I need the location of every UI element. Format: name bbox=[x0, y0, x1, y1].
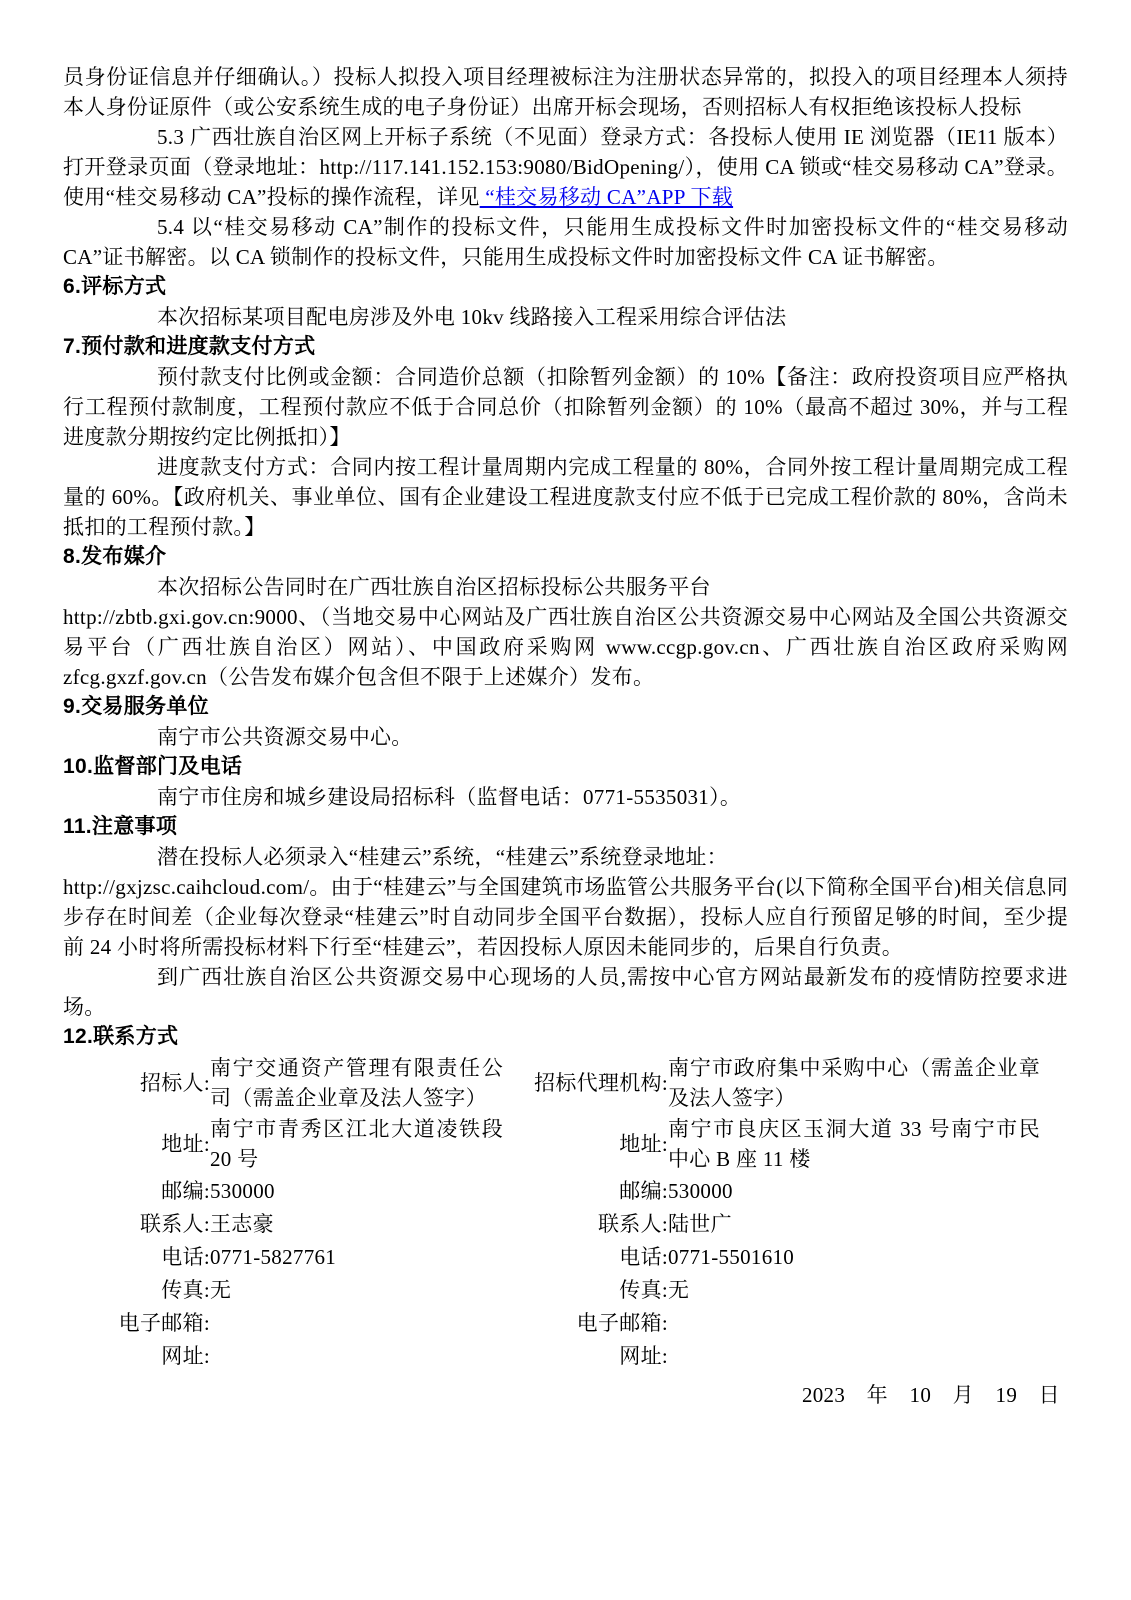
agency-value: 南宁市政府集中采购中心（需盖企业章及法人签字） bbox=[668, 1055, 1040, 1110]
bidder-contact-label: 联系人: bbox=[139, 1211, 210, 1236]
bidder-fax-label: 传真: bbox=[161, 1277, 210, 1302]
section-7-paragraph-2: 进度款支付方式：合同内按工程计量周期内完成工程量的 80%，合同外按工程计量周期完成工程量的 60%。【政府机关、事业单位、国有企业建设工程进度款支付应不低于已完成工程价款的 80%，含尚未抵扣的工程预付款。】 bbox=[63, 455, 1068, 539]
agency-website-value bbox=[668, 1339, 1040, 1372]
bidder-label: 招标人: bbox=[139, 1070, 210, 1095]
agency-email-value bbox=[668, 1306, 1040, 1339]
continued-paragraph: 员身份证信息并仔细确认。）投标人拟投入项目经理被标注为注册状态异常的，拟投入的项目经理本人须持本人身份证原件（或公安系统生成的电子身份证）出席开标会现场，否则招标人有权拒绝该投标人投标 bbox=[63, 65, 1068, 119]
bidder-website-label: 网址: bbox=[161, 1343, 210, 1368]
section-11-p1-rest: http://gxjzsc.caihcloud.com/。由于“桂建云”与全国建筑市场监管公共服务平台(以下简称全国平台)相关信息同步存在时间差（企业每次登录“桂建云”时自动同步全国平台数据），投标人应自行预留足够的时间，至少提前 24 小时将所需投标材料下行至“桂建云”，若因投标人原因未能同步的，后果自行负责。 bbox=[63, 875, 1068, 959]
agency-phone-value: 0771-5501610 bbox=[668, 1244, 795, 1269]
section-7-paragraph-1: 预付款支付比例或金额：合同造价总额（扣除暂列金额）的 10%【备注：政府投资项目应严格执行工程预付款制度，工程预付款应不低于合同总价（扣除暂列金额）的 10%（最高不超过 30%，并与工程进度款分期按约定比例抵扣）】 bbox=[63, 365, 1068, 449]
mobile-ca-app-download-link[interactable]: “桂交易移动 CA”APP 下载 bbox=[479, 185, 734, 209]
contact-row-zip bbox=[63, 1174, 1040, 1207]
contact-table bbox=[63, 1052, 1040, 1372]
agency-email-label: 电子邮箱: bbox=[576, 1310, 668, 1335]
section-6-body: 本次招标某项目配电房涉及外电 10kv 线路接入工程采用综合评估法 bbox=[157, 305, 787, 329]
bidder-value: 南宁交通资产管理有限责任公司（需盖企业章及法人签字） bbox=[210, 1055, 503, 1110]
bidder-zip-value: 530000 bbox=[210, 1178, 275, 1203]
clause-5-3 bbox=[63, 122, 1068, 212]
section-6-heading: 6.评标方式 bbox=[63, 275, 167, 298]
section-11-paragraph-2: 到广西壮族自治区公共资源交易中心现场的人员,需按中心官方网站最新发布的疫情防控要求进场。 bbox=[63, 965, 1068, 1019]
section-11-paragraph-1 bbox=[63, 842, 1068, 962]
announcement-date: 2023 年 10 月 19 日 bbox=[801, 1383, 1060, 1407]
bidder-phone-label: 电话: bbox=[161, 1244, 210, 1269]
section-8-body bbox=[63, 572, 1068, 692]
section-11-heading: 11.注意事项 bbox=[63, 815, 178, 838]
section-12-heading: 12.联系方式 bbox=[63, 1025, 179, 1048]
bidder-address-label: 地址: bbox=[161, 1131, 210, 1156]
contact-row-address bbox=[63, 1113, 1040, 1174]
section-8-rest: http://zbtb.gxi.gov.cn:9000、（当地交易中心网站及广西壮族自治区公共资源交易中心网站及全国公共资源交易平台（广西壮族自治区）网站）、中国政府采购网 www.ccgp.gov.cn、广西壮族自治区政府采购网 zfcg.gxzf.gov.cn（公告发布媒介包含但不限于上述媒介）发布。 bbox=[63, 605, 1068, 689]
bidder-contact-value: 王志豪 bbox=[210, 1211, 274, 1236]
bidder-zip-label: 邮编: bbox=[161, 1178, 210, 1203]
bidder-fax-value: 无 bbox=[210, 1277, 232, 1302]
section-11-p1-intro: 潜在投标人必须录入“桂建云”系统，“桂建云”系统登录地址： bbox=[157, 845, 728, 869]
clause-5-4: 5.4 以“桂交易移动 CA”制作的投标文件，只能用生成投标文件时加密投标文件的“桂交易移动 CA”证书解密。以 CA 锁制作的投标文件，只能用生成投标文件时加密投标文件 CA 证书解密。 bbox=[63, 215, 1068, 269]
agency-contact-label: 联系人: bbox=[597, 1211, 668, 1236]
section-9-body: 南宁市公共资源交易中心。 bbox=[157, 725, 413, 749]
agency-zip-label: 邮编: bbox=[619, 1178, 668, 1203]
contact-row-email bbox=[63, 1306, 1040, 1339]
section-8-heading: 8.发布媒介 bbox=[63, 545, 167, 568]
agency-zip-value: 530000 bbox=[668, 1178, 733, 1203]
bidder-email-label: 电子邮箱: bbox=[118, 1310, 210, 1335]
section-7-heading: 7.预付款和进度款支付方式 bbox=[63, 335, 316, 358]
section-10-body: 南宁市住房和城乡建设局招标科（监督电话：0771-5535031）。 bbox=[157, 785, 742, 809]
bidder-address-value: 南宁市青秀区江北大道凌铁段 20 号 bbox=[210, 1116, 503, 1171]
bidder-email-value bbox=[210, 1306, 503, 1339]
agency-fax-value: 无 bbox=[668, 1277, 690, 1302]
contact-row-person bbox=[63, 1207, 1040, 1240]
contact-row-fax bbox=[63, 1273, 1040, 1306]
agency-label: 招标代理机构: bbox=[534, 1070, 668, 1095]
agency-website-label: 网址: bbox=[619, 1343, 668, 1368]
agency-fax-label: 传真: bbox=[619, 1277, 668, 1302]
agency-address-label: 地址: bbox=[619, 1131, 668, 1156]
contact-row-website bbox=[63, 1339, 1040, 1372]
section-9-heading: 9.交易服务单位 bbox=[63, 695, 209, 718]
agency-phone-label: 电话: bbox=[619, 1244, 668, 1269]
contact-row-phone bbox=[63, 1240, 1040, 1273]
section-8-intro: 本次招标公告同时在广西壮族自治区招标投标公共服务平台 bbox=[157, 575, 711, 599]
agency-contact-value: 陆世广 bbox=[668, 1211, 732, 1236]
bidder-phone-value: 0771-5827761 bbox=[210, 1244, 337, 1269]
agency-address-value: 南宁市良庆区玉洞大道 33 号南宁市民中心 B 座 11 楼 bbox=[668, 1116, 1040, 1171]
clause-5-3-text: 5.3 广西壮族自治区网上开标子系统（不见面）登录方式：各投标人使用 IE 浏览器（IE11 版本）打开登录页面（登录地址：http://117.141.152.153:9080/BidOpening/），使用 CA 锁或“桂交易移动 CA”登录。使用“桂交易移动 CA”投标的操作流程，详见 bbox=[63, 125, 1068, 209]
contact-row-party bbox=[63, 1052, 1040, 1113]
section-10-heading: 10.监督部门及电话 bbox=[63, 755, 243, 778]
bidder-website-value bbox=[210, 1339, 503, 1372]
